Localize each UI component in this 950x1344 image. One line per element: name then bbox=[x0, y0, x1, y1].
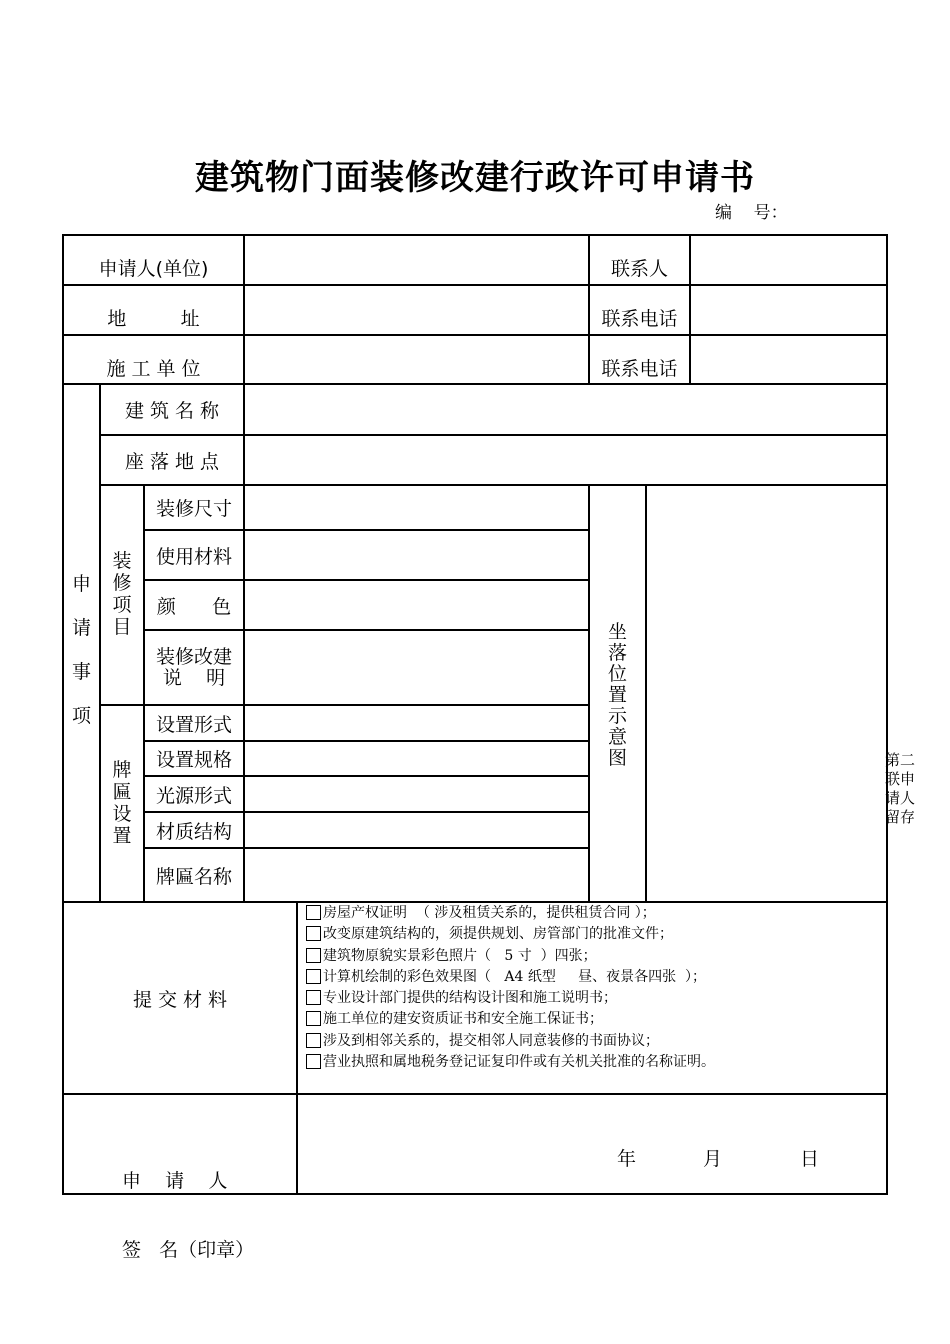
contact-phone-label: 联系电话 bbox=[601, 307, 678, 330]
signature-label: 申 请 人 签 名（印章） bbox=[122, 1170, 255, 1261]
list-item: 涉及到相邻关系的，提交相邻人同意装修的书面协议； bbox=[306, 1031, 881, 1052]
signboard-group-label: 牌 匾 设 置 bbox=[112, 759, 132, 847]
list-item: 房屋产权证明 （ 涉及租赁关系的，提供租赁合同 ）； bbox=[306, 903, 881, 924]
checkbox[interactable] bbox=[306, 1054, 321, 1069]
list-item: 建筑物原貌实景彩色照片（ 5 寸 ）四张； bbox=[306, 946, 881, 967]
construction-unit-label: 施 工 单 位 bbox=[106, 357, 201, 380]
date-month-label: 月 bbox=[703, 1148, 723, 1170]
materials-used-label: 使用材料 bbox=[155, 545, 232, 568]
submission-list bbox=[306, 903, 881, 1073]
checkbox[interactable] bbox=[306, 1011, 321, 1026]
list-item: 营业执照和属地税务登记证复印件或有关机关批准的名称证明。 bbox=[306, 1052, 881, 1073]
location-label: 座 落 地 点 bbox=[124, 450, 220, 473]
list-item: 施工单位的建安资质证书和安全施工保证书； bbox=[306, 1009, 881, 1030]
signboard-name-label: 牌匾名称 bbox=[155, 865, 232, 888]
date-year-label: 年 bbox=[617, 1148, 637, 1170]
contact-person-label: 联系人 bbox=[610, 257, 668, 280]
checkbox[interactable] bbox=[306, 1033, 321, 1048]
setting-spec-label: 设置规格 bbox=[155, 749, 232, 771]
date-day-label: 日 bbox=[800, 1148, 820, 1170]
contact-phone-label-2: 联系电话 bbox=[601, 357, 678, 380]
copy-note: 第二联申请人留存 bbox=[885, 751, 916, 826]
checkbox[interactable] bbox=[306, 990, 321, 1005]
setting-form-label: 设置形式 bbox=[155, 713, 232, 736]
application-items-label: 申 请 事 项 bbox=[71, 573, 91, 727]
decoration-group-label: 装 修 项 目 bbox=[112, 550, 132, 638]
submission-label: 提 交 材 料 bbox=[132, 988, 228, 1011]
list-item: 专业设计部门提供的结构设计图和施工说明书； bbox=[306, 988, 881, 1009]
form-number-label: 编 号： bbox=[715, 203, 788, 223]
checkbox[interactable] bbox=[306, 969, 321, 984]
list-item: 计算机绘制的彩色效果图（ A4 纸型 昼、夜景各四张 ）； bbox=[306, 967, 881, 988]
decoration-size-label: 装修尺寸 bbox=[155, 498, 232, 520]
checkbox[interactable] bbox=[306, 926, 321, 941]
location-diagram-label: 坐 落 位 置 示 意 图 bbox=[607, 620, 627, 769]
form-title: 建筑物门面装修改建行政许可申请书 bbox=[195, 158, 755, 198]
applicant-label: 申请人(单位) bbox=[98, 257, 209, 280]
light-source-label: 光源形式 bbox=[155, 784, 232, 807]
checkbox[interactable] bbox=[306, 948, 321, 963]
color-label: 颜 色 bbox=[156, 595, 232, 618]
checkbox[interactable] bbox=[306, 905, 321, 920]
list-item: 改变原建筑结构的，须提供规划、房管部门的批准文件； bbox=[306, 924, 881, 945]
building-name-label: 建 筑 名 称 bbox=[124, 400, 220, 422]
material-structure-label: 材质结构 bbox=[155, 820, 232, 843]
address-label: 地 址 bbox=[107, 307, 200, 330]
renovation-description-label: 装修改建 说 明 bbox=[155, 646, 232, 689]
